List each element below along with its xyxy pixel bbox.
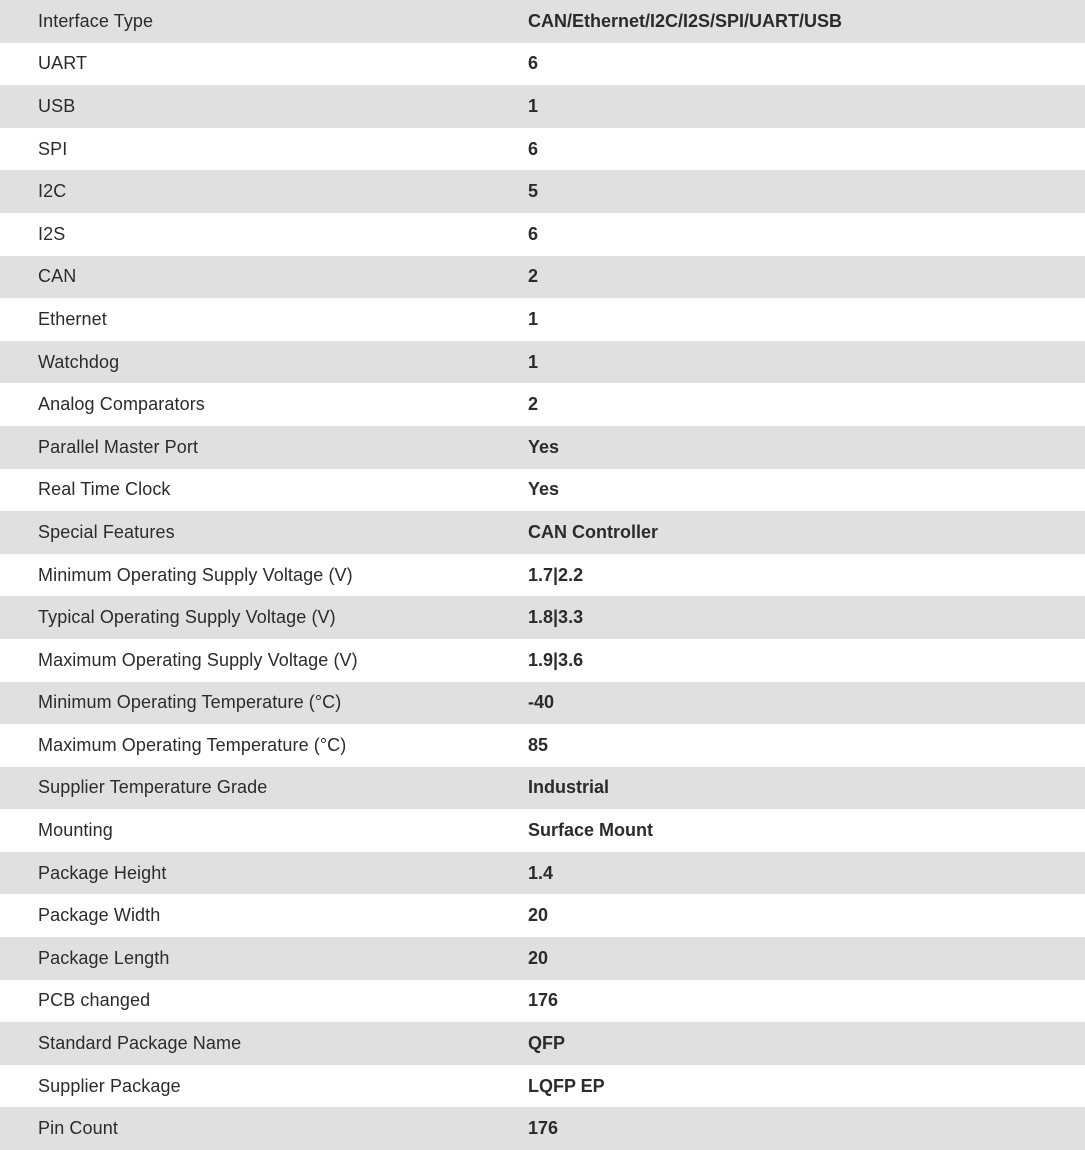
spec-value: 6 xyxy=(528,53,539,74)
spec-row xyxy=(0,170,1085,213)
spec-row xyxy=(0,0,1085,43)
spec-row xyxy=(0,767,1085,810)
spec-label: Special Features xyxy=(38,521,175,542)
spec-value: 1.8|3.3 xyxy=(528,607,584,628)
spec-row xyxy=(0,1022,1085,1065)
spec-label: UART xyxy=(38,53,88,74)
spec-value: 20 xyxy=(528,905,549,926)
spec-label: Typical Operating Supply Voltage (V) xyxy=(38,607,336,628)
spec-value: 1 xyxy=(528,95,539,116)
spec-value: LQFP EP xyxy=(528,1075,605,1096)
spec-label: Watchdog xyxy=(38,351,120,372)
spec-value: 176 xyxy=(528,990,559,1011)
spec-label: Ethernet xyxy=(38,308,107,329)
spec-value: 1.9|3.6 xyxy=(528,649,584,670)
spec-label: Parallel Master Port xyxy=(38,436,199,457)
spec-row xyxy=(0,596,1085,639)
spec-label: Analog Comparators xyxy=(38,394,205,415)
spec-label: Package Width xyxy=(38,905,161,926)
spec-row xyxy=(0,341,1085,384)
spec-row xyxy=(0,511,1085,554)
spec-label: I2S xyxy=(38,223,66,244)
spec-row xyxy=(0,894,1085,937)
spec-value: 1 xyxy=(528,308,539,329)
spec-value: Surface Mount xyxy=(528,820,654,841)
spec-value: Yes xyxy=(528,479,560,500)
spec-label: Package Height xyxy=(38,862,167,883)
spec-label: Real Time Clock xyxy=(38,479,171,500)
spec-row xyxy=(0,128,1085,171)
spec-row xyxy=(0,469,1085,512)
spec-value: 6 xyxy=(528,138,539,159)
spec-row xyxy=(0,937,1085,980)
spec-label: CAN xyxy=(38,266,77,287)
spec-row xyxy=(0,554,1085,597)
spec-value: CAN Controller xyxy=(528,521,658,542)
spec-value: -40 xyxy=(528,692,555,713)
spec-label: Interface Type xyxy=(38,10,154,31)
spec-row xyxy=(0,682,1085,725)
spec-label: Minimum Operating Supply Voltage (V) xyxy=(38,564,353,585)
spec-label: Maximum Operating Temperature (°C) xyxy=(38,734,347,755)
spec-value: 2 xyxy=(528,266,539,287)
spec-row xyxy=(0,852,1085,895)
spec-value: 6 xyxy=(528,223,539,244)
spec-value: 5 xyxy=(528,181,539,202)
spec-value: Yes xyxy=(528,436,560,457)
spec-value: 20 xyxy=(528,947,549,968)
spec-row xyxy=(0,809,1085,852)
spec-label: I2C xyxy=(38,181,67,202)
spec-label: Mounting xyxy=(38,820,113,841)
spec-value: 85 xyxy=(528,734,549,755)
spec-label: Supplier Package xyxy=(38,1075,181,1096)
spec-row xyxy=(0,1065,1085,1108)
spec-label: Maximum Operating Supply Voltage (V) xyxy=(38,649,358,670)
spec-row xyxy=(0,639,1085,682)
spec-label: SPI xyxy=(38,138,68,159)
spec-value: Industrial xyxy=(528,777,610,798)
spec-label: Minimum Operating Temperature (°C) xyxy=(38,692,342,713)
spec-row xyxy=(0,256,1085,299)
spec-label: Supplier Temperature Grade xyxy=(38,777,268,798)
spec-label: USB xyxy=(38,95,76,116)
spec-row xyxy=(0,980,1085,1023)
spec-row xyxy=(0,85,1085,128)
spec-row xyxy=(0,383,1085,426)
spec-value: 1.4 xyxy=(528,862,554,883)
spec-label: Standard Package Name xyxy=(38,1033,242,1054)
spec-value: QFP xyxy=(528,1033,566,1054)
spec-label: Pin Count xyxy=(38,1118,118,1139)
spec-value: 1.7|2.2 xyxy=(528,564,584,585)
spec-label: PCB changed xyxy=(38,990,151,1011)
spec-label: Package Length xyxy=(38,947,170,968)
spec-value: 176 xyxy=(528,1118,559,1139)
spec-row xyxy=(0,213,1085,256)
spec-value: 2 xyxy=(528,394,539,415)
spec-row xyxy=(0,426,1085,469)
spec-row xyxy=(0,724,1085,767)
spec-value: CAN/Ethernet/I2C/I2S/SPI/UART/USB xyxy=(528,10,843,31)
spec-value: 1 xyxy=(528,351,539,372)
spec-row xyxy=(0,43,1085,86)
spec-row xyxy=(0,298,1085,341)
